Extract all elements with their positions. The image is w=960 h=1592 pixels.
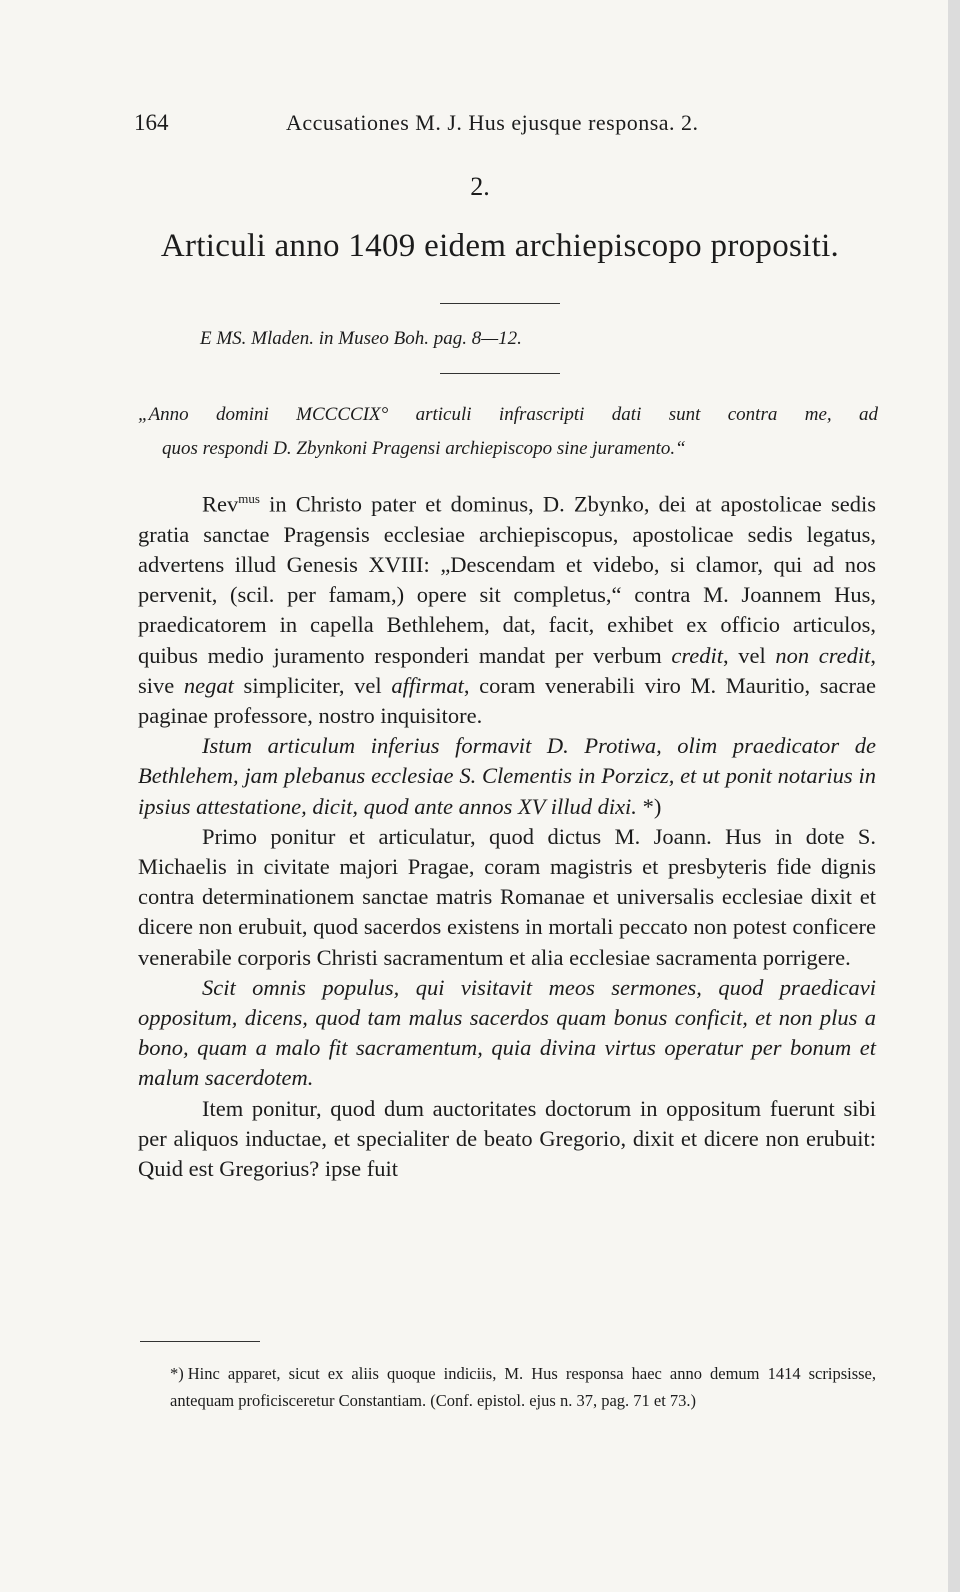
body-text xyxy=(138,484,876,1184)
page-number: 164 xyxy=(134,110,169,135)
paragraph-1-text-a: in Christo pater et dominus, D. Zbynko, dei at apostolicae sedis gratia sanctae Pragensis ecclesiae archiepiscopus, apostolicae sedis legatus, advertens illud Genesis XVIII: „Descendam et videbo, si clamor, qui ad nos pervenit, (scil. per famam,) opere sit completus,“ contra M. Joannem Hus, praedicatorem in capella Bethlehem, dat, facit, exhibet ex officio articulos, quibus medio juramento responderi mandat per verbum xyxy=(138,491,876,668)
rev-superscript: mus xyxy=(238,491,260,506)
rule-bottom xyxy=(440,373,560,374)
footnote-reference: *) xyxy=(636,793,662,819)
quote-line-1: „Anno domini MCCCCIX° articuli infrascripti dati sunt contra me, ad xyxy=(138,404,878,425)
quote-line-2: quos respondi D. Zbynkoni Pragensi archiepiscopo sine juramento.“ xyxy=(162,438,686,459)
paragraph-2-text: Istum articulum inferius formavit D. Protiwa, olim praedicator de Bethlehem, jam plebanus ecclesiae S. Clementis in Porzicz, et ut ponit notarius in ipsius attestatione, dicit, quod ante annos XV illud dixi. xyxy=(138,733,876,819)
paragraph-1-text-e: , coram venerabili viro M. Mauritio, sacrae paginae professore, nostro inquisitore. xyxy=(138,672,876,728)
term-non-credit: non credit xyxy=(775,642,871,668)
footnote-mark: *) xyxy=(170,1364,184,1383)
term-negat: negat xyxy=(183,672,234,698)
paragraph-3: Primo ponitur et articulatur, quod dictus M. Joann. Hus in dote S. Michaelis in civitate majori Pragae, coram magistris et presbyteris fide dignis contra determinationem sanctae matris Romanae et universalis ecclesiae dixit et dicere non erubuit, quod sacerdos existens in mortali peccato non potest conficere venerabile corporis Christi sacramentum et alia ecclesiae sacramenta porrigere. xyxy=(138,823,876,970)
term-credit: credit xyxy=(671,642,724,668)
footnote-text: Hinc apparet, sicut ex aliis quoque indiciis, M. Hus responsa haec anno demum 1414 scripsisse, antequam proficisceretur Constantiam. (Conf. epistol. ejus n. 37, pag. 71 et 73.) xyxy=(170,1364,876,1410)
footnote-rule xyxy=(140,1341,260,1342)
footnote xyxy=(170,1360,876,1414)
paragraph-4: Scit omnis populus, qui visitavit meos sermones, quod praedicavi oppositum, dicens, quod tam malus sacerdos quam bonus conficit, et non plus a bono, quam a malo fit sacramentum, quia divina virtus operatur per bonum et malum sacerdotem. xyxy=(138,974,876,1091)
running-title: Accusationes M. J. Hus ejusque responsa. 2. xyxy=(286,110,699,135)
quote-block xyxy=(138,398,878,466)
rev-abbrev: Rev xyxy=(202,491,239,517)
paragraph-1-text-d: simpliciter, vel xyxy=(233,672,392,698)
source-note: E MS. Mladen. in Museo Boh. pag. 8—12. xyxy=(200,328,522,349)
paragraph-5: Item ponitur, quod dum auctoritates doctorum in oppositum fuerunt sibi per aliquos inductae, et specialiter de beato Gregorio, dixit et dicere non erubuit: Quid est Gregorius? ipse fuit xyxy=(138,1095,876,1181)
rule-top xyxy=(440,303,560,304)
paragraph-1-text-b: , vel xyxy=(723,642,776,668)
section-number: 2. xyxy=(470,172,490,201)
paragraph-1-text-c: , sive xyxy=(138,642,876,698)
section-heading: Articuli anno 1409 eidem archiepiscopo propositi. xyxy=(160,228,840,264)
term-affirmat: affirmat xyxy=(391,672,464,698)
paragraph-2 xyxy=(138,731,876,822)
paragraph-1 xyxy=(138,484,876,731)
